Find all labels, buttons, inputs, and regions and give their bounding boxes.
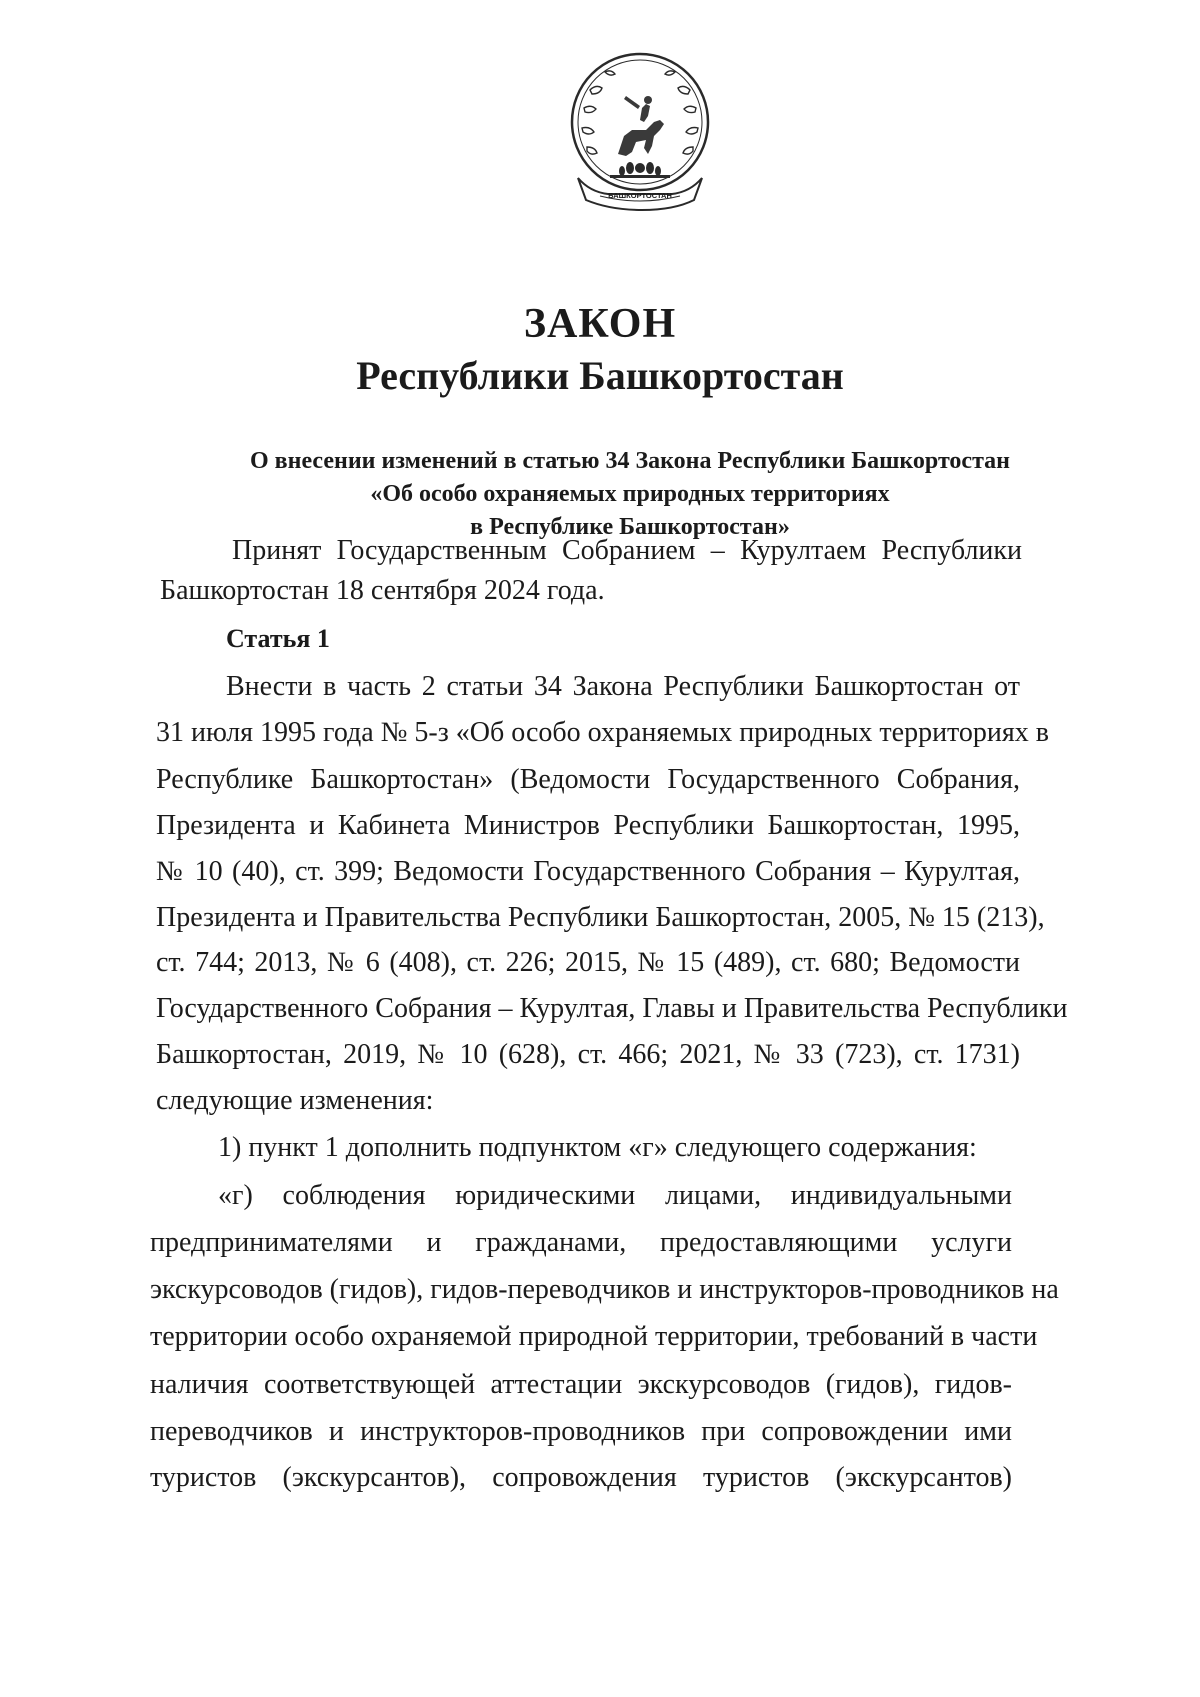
article-line: Президента и Кабинета Министров Республики Башкортостан, 1995, xyxy=(156,810,1020,841)
article-line: Республике Башкортостан» (Ведомости Государственного Собрания, xyxy=(156,764,1020,795)
law-name-line: О внесении изменений в статью 34 Закона Республики Башкортостан xyxy=(250,448,1010,474)
amendment-text-line: экскурсоводов (гидов), гидов-переводчиков и инструкторов-проводников на xyxy=(150,1274,1059,1305)
amendment-text-line: территории особо охраняемой природной территории, требований в части xyxy=(150,1321,1038,1352)
law-name-line: в Республике Башкортостан» xyxy=(470,514,790,540)
amendment-text-line: наличия соответствующей аттестации экскурсоводов (гидов), гидов- xyxy=(150,1369,1012,1400)
emblem-ribbon-text: БАШКОРТОСТАН xyxy=(608,191,672,200)
document-subtitle: Республики Башкортостан xyxy=(356,353,844,398)
coat-of-arms-icon xyxy=(560,50,720,222)
article-line: ст. 744; 2013, № 6 (408), ст. 226; 2015, № 15 (489), ст. 680; Ведомости xyxy=(156,947,1020,978)
amendment-text-line: «г) соблюдения юридическими лицами, индивидуальными xyxy=(218,1180,1012,1211)
law-name-line: «Об особо охраняемых природных территориях xyxy=(370,481,890,507)
adoption-line: Принят Государственным Собранием – Курултаем Республики xyxy=(232,535,1022,566)
article-line: Президента и Правительства Республики Башкортостан, 2005, № 15 (213), xyxy=(156,902,1045,933)
article-line: следующие изменения: xyxy=(156,1085,434,1116)
article-line: Государственного Собрания – Курултая, Главы и Правительства Республики xyxy=(156,993,1068,1024)
article-line: 31 июля 1995 года № 5-з «Об особо охраняемых природных территориях в xyxy=(156,717,1050,748)
article-line: № 10 (40), ст. 399; Ведомости Государственного Собрания – Курултая, xyxy=(156,856,1020,887)
document-title: ЗАКОН xyxy=(523,301,677,347)
adoption-line: Башкортостан 18 сентября 2024 года. xyxy=(160,575,605,606)
article-heading: Статья 1 xyxy=(226,624,330,653)
amendment-text-line: переводчиков и инструкторов-проводников при сопровождении ими xyxy=(150,1416,1012,1447)
article-line: Внести в часть 2 статьи 34 Закона Республики Башкортостан от xyxy=(226,671,1020,702)
amendment-item: 1) пункт 1 дополнить подпунктом «г» следующего содержания: xyxy=(218,1132,977,1163)
law-name xyxy=(150,445,1110,544)
amendment-text-line: предпринимателями и гражданами, предоставляющими услуги xyxy=(150,1227,1012,1258)
article-line: Башкортостан, 2019, № 10 (628), ст. 466; 2021, № 33 (723), ст. 1731) xyxy=(156,1039,1020,1070)
amendment-text-line: туристов (экскурсантов), сопровождения туристов (экскурсантов) xyxy=(150,1462,1012,1493)
